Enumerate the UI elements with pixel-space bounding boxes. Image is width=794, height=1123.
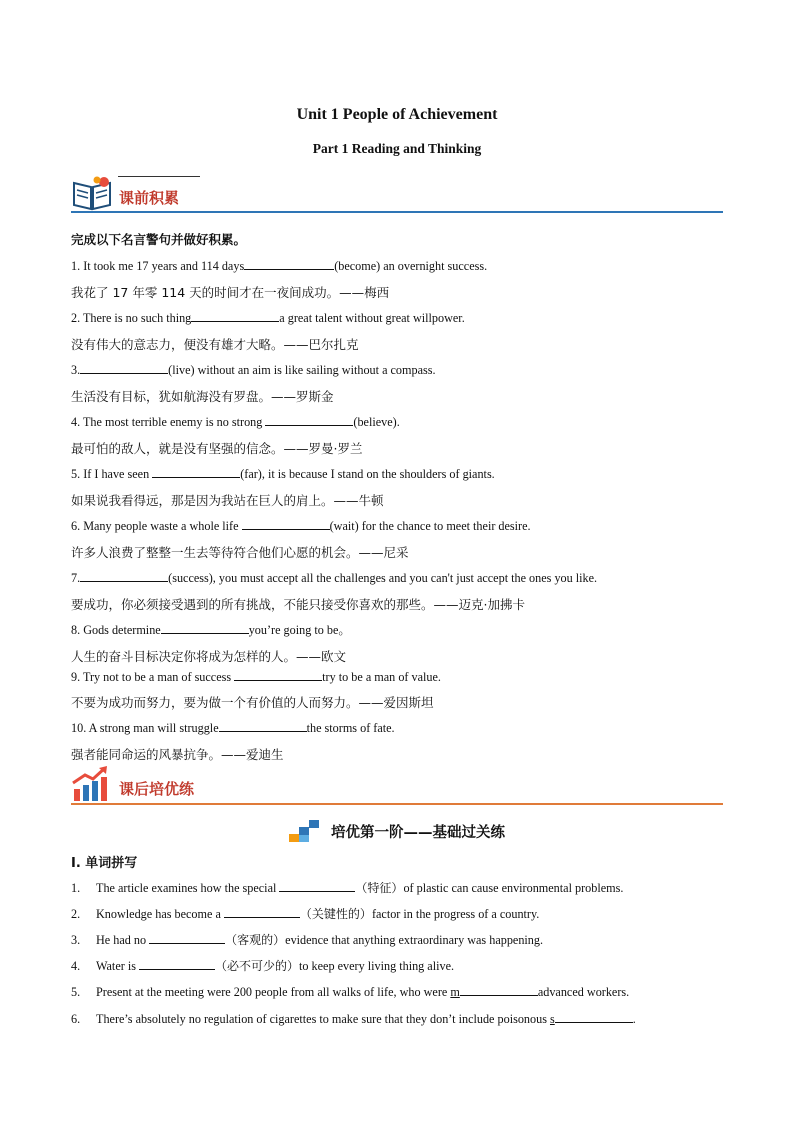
- section-rule: [71, 211, 723, 213]
- section-instructions: 完成以下名言警句并做好积累。: [71, 232, 247, 247]
- answer-blank[interactable]: [555, 1010, 633, 1023]
- answer-blank[interactable]: [279, 879, 355, 892]
- sentence-text: 5. If I have seen: [71, 467, 153, 481]
- quote-translation: 人生的奋斗目标决定你将成为怎样的人。——欧文: [71, 649, 347, 664]
- answer-blank[interactable]: [219, 719, 307, 732]
- sentence-text: There’s absolutely no regulation of cigarettes to make sure that they don’t include poisonous: [96, 1012, 550, 1026]
- sentence-text: (live) without an aim is like sailing without a compass.: [168, 363, 436, 377]
- sentence-text: (success), you must accept all the challenges and you can't just accept the ones you like.: [168, 571, 598, 585]
- initial-letter: s: [549, 1012, 555, 1026]
- section-heading-preclass: [71, 173, 723, 213]
- exercise-item: [71, 905, 539, 922]
- sentence-text: a great talent without great willpower.: [279, 311, 465, 325]
- sentence-text: Knowledge has become a: [96, 907, 224, 921]
- answer-blank[interactable]: [80, 569, 168, 582]
- item-number: 4.: [71, 959, 81, 973]
- answer-blank[interactable]: [80, 361, 168, 374]
- chinese-hint: （客观的）: [225, 933, 286, 947]
- quote-translation: 许多人浪费了整整一生去等待符合他们心愿的机会。——尼采: [71, 545, 409, 560]
- section-heading-afterclass: [71, 765, 723, 805]
- sentence-text: (wait) for the chance to meet their desire.: [329, 519, 531, 533]
- initial-letter: m: [450, 985, 460, 999]
- item-number: 5.: [71, 985, 81, 999]
- answer-blank[interactable]: [234, 668, 322, 681]
- exercise-item: [71, 983, 629, 1000]
- sentence-text: Water is: [96, 959, 140, 973]
- sentence-text: (far), it is because I stand on the shoulders of giants.: [240, 467, 495, 481]
- exercise-item: [71, 957, 454, 974]
- item-number: 2.: [71, 907, 81, 921]
- stairs-icon: [289, 820, 321, 842]
- quote-sentence: [71, 309, 465, 326]
- sentence-text: 1. It took me 17 years and 114 days: [71, 259, 245, 273]
- sentence-text: of plastic can cause environmental problems.: [403, 881, 624, 895]
- stage-heading: [0, 820, 794, 842]
- quote-sentence: [71, 719, 395, 736]
- answer-blank[interactable]: [460, 983, 538, 996]
- sentence-text: 10. A strong man will struggle: [71, 721, 219, 735]
- sentence-text: .: [632, 1012, 636, 1026]
- sentence-text: (believe).: [353, 415, 400, 429]
- page-subtitle: Part 1 Reading and Thinking: [312, 141, 482, 156]
- chinese-hint: （必不可少的）: [215, 959, 300, 973]
- chinese-hint: （特征）: [355, 881, 404, 895]
- answer-blank[interactable]: [191, 309, 279, 322]
- answer-blank[interactable]: [139, 957, 215, 970]
- quote-sentence: [71, 668, 441, 685]
- quote-translation: 没有伟大的意志力，便没有雄才大略。——巴尔扎克: [71, 337, 359, 352]
- answer-blank[interactable]: [152, 465, 240, 478]
- exercise-item: [71, 931, 543, 948]
- quote-translation: 生活没有目标，犹如航海没有罗盘。——罗斯金: [71, 389, 334, 404]
- quote-translation: 最可怕的敌人，就是没有坚强的信念。——罗曼·罗兰: [71, 441, 363, 456]
- open-book-icon: [71, 175, 113, 213]
- sentence-text: 2. There is no such thing: [71, 311, 192, 325]
- section-rule: [71, 803, 723, 805]
- part-title: I. 单词拼写: [71, 856, 138, 871]
- sentence-text: factor in the progress of a country.: [371, 907, 540, 921]
- sentence-text: evidence that anything extraordinary was happening.: [285, 933, 544, 947]
- page-title: Unit 1 People of Achievement: [296, 106, 498, 123]
- quote-translation: 不要为成功而努力，要为做一个有价值的人而努力。——爱因斯坦: [71, 695, 434, 710]
- quote-sentence: [71, 257, 487, 274]
- sentence-text: 4. The most terrible enemy is no strong: [71, 415, 266, 429]
- sentence-text: The article examines how the special: [96, 881, 280, 895]
- sentence-text: 7.: [71, 571, 81, 585]
- item-number: 6.: [71, 1012, 81, 1026]
- quote-sentence: [71, 413, 400, 430]
- sentence-text: He had no: [96, 933, 150, 947]
- sentence-text: 8. Gods determine: [71, 623, 161, 637]
- item-number: 3.: [71, 933, 81, 947]
- quote-translation: 我花了 17 年零 114 天的时间才在一夜间成功。——梅西: [71, 285, 390, 300]
- growth-chart-icon: [71, 765, 111, 803]
- quote-translation: 要成功，你必须接受遇到的所有挑战，不能只接受你喜欢的那些。——迈克·加拂卡: [71, 597, 525, 612]
- section-label: 课后培优练: [119, 780, 195, 798]
- exercise-item: [71, 879, 623, 896]
- sentence-text: to keep every living thing alive.: [299, 959, 455, 973]
- sentence-text: 6. Many people waste a whole life: [71, 519, 242, 533]
- sentence-text: 9. Try not to be a man of success: [71, 670, 235, 684]
- quote-sentence: [71, 465, 495, 482]
- answer-blank[interactable]: [244, 257, 334, 270]
- quote-sentence: [71, 361, 436, 378]
- sentence-text: Present at the meeting were 200 people from all walks of life, who were: [96, 985, 451, 999]
- quote-sentence: [71, 569, 597, 586]
- sentence-text: 3.: [71, 363, 81, 377]
- section-label: 课前积累: [119, 189, 180, 207]
- chinese-hint: （关键性的）: [299, 907, 372, 921]
- quote-sentence: [71, 621, 351, 638]
- sentence-text: advanced workers.: [537, 985, 630, 999]
- answer-blank[interactable]: [224, 905, 300, 918]
- answer-blank[interactable]: [161, 621, 249, 634]
- quote-translation: 强者能同命运的风暴抗争。——爱迪生: [71, 747, 284, 762]
- quote-sentence: [71, 517, 531, 534]
- answer-blank[interactable]: [242, 517, 330, 530]
- sentence-text: the storms of fate.: [306, 721, 395, 735]
- sentence-text: try to be a man of value.: [322, 670, 441, 684]
- exercise-item: [71, 1010, 636, 1027]
- quote-translation: 如果说我看得远，那是因为我站在巨人的肩上。——牛顿: [71, 493, 384, 508]
- answer-blank[interactable]: [265, 413, 353, 426]
- item-number: 1.: [71, 881, 81, 895]
- answer-blank[interactable]: [149, 931, 225, 944]
- stage-label: 培优第一阶——基础过关练: [331, 824, 505, 841]
- sentence-text: you’re going to be。: [248, 623, 351, 637]
- sentence-text: (become) an overnight success.: [334, 259, 488, 273]
